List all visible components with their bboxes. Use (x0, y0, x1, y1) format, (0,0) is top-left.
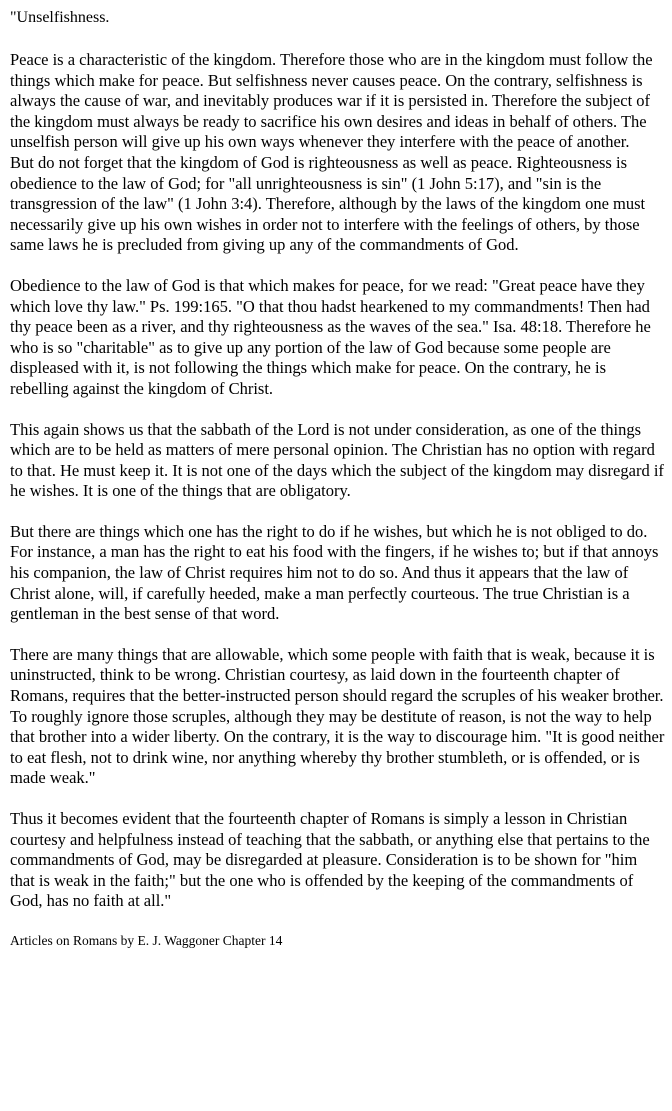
paragraph: This again shows us that the sabbath of the Lord is not under consideration, as one of the things which are to be held as matters of mere personal opinion. The Christian has no option with regard to that. He must keep it. It is not one of the days which the subject of the kingdom may disregard if he wishes. It is one of the things that are obligatory. (10, 419, 664, 501)
paragraph: Peace is a characteristic of the kingdom. Therefore those who are in the kingdom must follow the things which make for peace. But selfishness never causes peace. On the contrary, selfishness is always the cause of war, and inevitably produces war if it is persisted in. Therefore the subject of the kingdom must always be ready to sacrifice his own desires and ideas in behalf of others. The unselfish person will give up his own ways whenever they interfere with the peace of another. (10, 50, 653, 152)
paragraph: But there are things which one has the right to do if he wishes, but which he is not obliged to do. For instance, a man has the right to eat his food with the fingers, if he wishes to; but if that annoys his companion, the law of Christ requires him not to do so. And thus it appears that the law of Christ alone, will, if carefully heeded, make a man perfectly courteous. The true Christian is a gentleman in the best sense of that word. (10, 521, 659, 624)
paragraph: But do not forget that the kingdom of God is righteousness as well as peace. Righteousness is obedience to the law of God; for "all unrighteousness is sin" (1 John 5:17), and "sin is the transgression of the law" (1 John 3:4). Therefore, although by the laws of the kingdom one must necessarily give up his own wishes in order not to interfere with the feelings of others, by those same laws he is precluded from giving up any of the commandments of God. (10, 152, 646, 255)
document-body (10, 8, 665, 950)
paragraph: Thus it becomes evident that the fourteenth chapter of Romans is simply a lesson in Christian courtesy and helpfulness instead of teaching that the sabbath, or anything else that pertains to the commandments of God, may be disregarded at pleasure. Consideration is to be shown for "him that is weak in the faith;" but the one who is offended by the keeping of the commandments of God, has no faith at all." (10, 809, 650, 911)
paragraph: Obedience to the law of God is that which makes for peace, for we read: "Great peace have they which love thy law." Ps. 199:165. "O that thou hadst hearkened to my commandments! Then had thy peace been as a river, and thy righteousness as the waves of the sea." Isa. 48:18. Therefore he who is so "charitable" as to give up any portion of the law of God because some people are displeased with it, is not following the things which make for peace. On the contrary, he is rebelling against the kingdom of Christ. (10, 275, 651, 398)
source-citation: Articles on Romans by E. J. Waggoner Chapter 14 (10, 932, 283, 948)
paragraph: There are many things that are allowable, which some people with faith that is weak, because it is uninstructed, think to be wrong. Christian courtesy, as laid down in the fourteenth chapter of Romans, requires that the better-instructed person should regard the scruples of his weaker brother. To roughly ignore those scruples, although they may be destitute of reason, is not the way to help that brother into a wider liberty. On the contrary, it is the way to discourage him. "It is good neither to eat flesh, not to drink wine, nor anything whereby thy brother stumbleth, or is offended, or is made weak." (10, 644, 665, 788)
document-title: "Unselfishness. (10, 9, 110, 26)
